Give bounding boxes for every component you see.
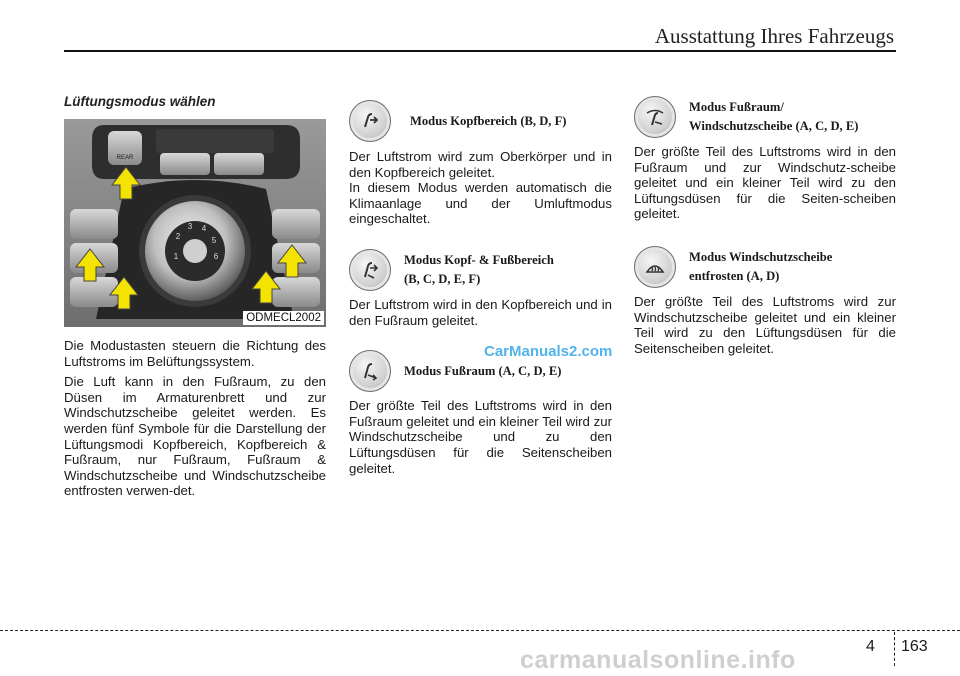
paragraph: Der größte Teil des Luftstroms wird in den Fußraum und zur Windschutz-scheibe geleitet und ein kleiner Teil wird zu den Lüftungsdüsen für die Seiten-scheiben geleitet.: [634, 144, 896, 222]
watermark-link[interactable]: CarManuals2.com: [484, 343, 613, 360]
middle-column: [349, 100, 612, 481]
chapter-number: 4: [866, 638, 875, 655]
right-column: [634, 96, 896, 361]
rear-button-label: REAR: [116, 155, 134, 161]
mode-label: Modus Kopf- & Fußbereich: [404, 252, 554, 267]
section-title: Lüftungsmodus wählen: [64, 94, 216, 109]
header-rule: [64, 50, 896, 52]
mode-label: Windschutzscheibe (A, C, D, E): [689, 119, 859, 133]
mode-label: Modus Windschutzscheibe: [689, 249, 833, 264]
left-column: [64, 94, 326, 504]
face-vent-icon: [349, 100, 391, 142]
paragraph: In diesem Modus werden automatisch die Klimaanlage und der Umluftmodus eingeschaltet.: [349, 180, 612, 227]
svg-text:4: 4: [201, 224, 207, 233]
paragraph: Der größte Teil des Luftstroms wird zur Windschutzscheibe geleitet und ein kleiner Teil wird zu den Lüftungsdüsen für die Seitenscheiben geleitet.: [634, 293, 896, 356]
svg-text:1: 1: [173, 252, 179, 261]
svg-text:3: 3: [187, 222, 193, 231]
mode-label: entfrosten (A, D): [689, 268, 780, 283]
mode-label: Modus Kopfbereich (B, D, F): [410, 113, 567, 128]
svg-text:6: 6: [213, 252, 219, 261]
paragraph: Die Modustasten steuern die Richtung des Luftstroms im Belüftungssystem.: [64, 338, 326, 369]
mode-label: (B, C, D, E, F): [404, 271, 481, 286]
face-foot-vent-icon: [349, 249, 391, 291]
page-separator: [894, 632, 896, 666]
paragraph: Die Luft kann in den Fußraum, zu den Düsen im Armaturenbrett und zur Windschutzscheibe geleitet werden. Es werden fünf Symbole für die Darstellung der Lüftungsmodi Kopfbereich, Kopfbereich & Fußraum, nur Fußraum, Fußraum & Windschutzscheibe und Windschutzscheibe entfrosten verwen-det.: [64, 374, 326, 499]
svg-text:2: 2: [175, 232, 181, 241]
mode-label: Modus Fußraum (A, C, D, E): [404, 363, 562, 378]
climate-control-figure: [64, 119, 326, 327]
page-header-title: Ausstattung Ihres Fahrzeugs: [654, 24, 894, 48]
svg-text:5: 5: [211, 236, 217, 245]
paragraph: Der größte Teil des Luftstroms wird in den Fußraum geleitet und ein kleiner Teil wird zur Windschutzscheibe und zu den Lüftungsdüsen für die Seitenscheiben geleitet.: [349, 398, 612, 476]
climate-panel-photo: [64, 119, 326, 327]
figure-code: ODMECL2002: [243, 311, 324, 325]
foot-windshield-icon: [634, 96, 676, 138]
mode-defrost: [634, 246, 896, 288]
defrost-icon: [634, 246, 676, 288]
footer-watermark[interactable]: carmanualsonline.info: [520, 646, 796, 674]
paragraph: Der Luftstrom wird zum Oberkörper und in den Kopfbereich geleitet.: [349, 149, 612, 180]
mode-label: Modus Fußraum/: [689, 100, 784, 114]
page-number: 163: [901, 638, 928, 655]
paragraph: Der Luftstrom wird in den Kopfbereich und in den Fußraum geleitet.: [349, 296, 612, 328]
mode-face: [349, 100, 612, 142]
foot-vent-icon: [349, 350, 391, 392]
mode-face-foot: [349, 249, 612, 291]
mode-foot-windshield: [634, 96, 896, 138]
footer-rule: [0, 630, 960, 631]
